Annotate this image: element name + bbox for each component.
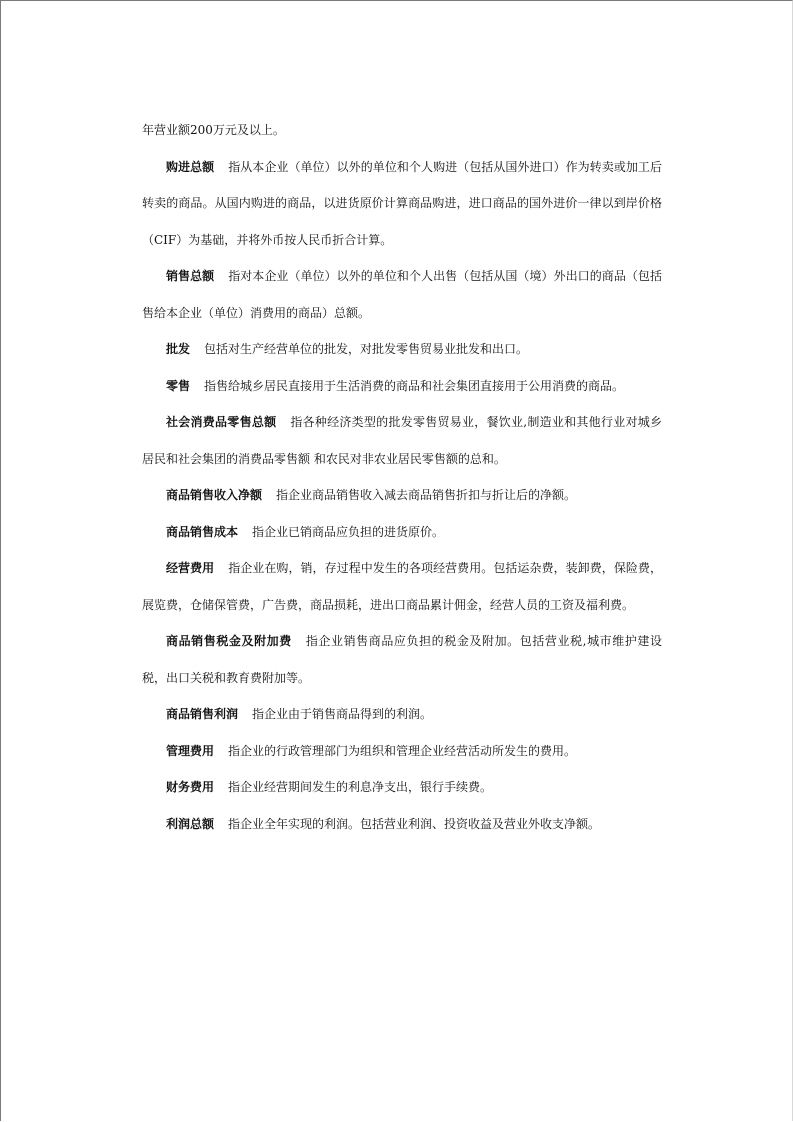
definition-retail [142,368,662,405]
definition-text: 指企业经营期间发生的利息净支出，银行手续费。 [228,780,493,794]
term-label: 商品销售税金及附加费 [166,634,292,648]
definition-text: 指企业全年实现的利润。包括营业利润、投资收益及营业外收支净额。 [228,816,601,831]
definition-text: 指各种经济类型的批发零售贸易业，餐饮业,制造业和其他行业对城乡居民和社会集团的消费品零售额 和农民对非农业居民零售额的总和。 [142,415,662,466]
definition-wholesale [142,331,662,368]
term-label: 零售 [166,378,191,393]
definition-purchase-total [142,149,662,259]
definition-management-expenses [142,733,662,770]
definition-total-profit [142,806,662,843]
definition-text: 指企业在购，销，存过程中发生的各项经营费用。包括运杂费，装卸费，保险费，展览费，仓储保管费，广告费，商品损耗，进出口商品累计佣金，经营人员的工资及福利费。 [142,561,662,612]
definition-sales-profit [142,696,662,733]
definition-text: 指企业已销商品应负担的进货原价。 [252,524,445,539]
definition-text: 包括对生产经营单位的批发，对批发零售贸易业批发和出口。 [204,342,529,356]
term-label: 商品销售利润 [166,707,239,721]
paragraph-continuation [142,112,662,149]
term-label: 利润总额 [166,816,215,831]
term-label: 社会消费品零售总额 [166,415,277,429]
definition-sales-tax [142,623,662,696]
definition-sales-total [142,258,662,331]
term-label: 经营费用 [166,561,215,575]
document-body [142,112,662,842]
term-label: 批发 [166,342,191,356]
term-label: 管理费用 [166,743,215,758]
definition-sales-cost [142,514,662,551]
definition-text: 指企业由于销售商品得到的利润。 [252,707,433,721]
definition-text: 指企业销售商品应负担的税金及附加。包括营业税,城市维护建设税，出口关税和教育费附加等。 [142,634,662,685]
definition-operating-expenses [142,550,662,623]
term-label: 商品销售收入净额 [166,488,263,502]
definition-social-retail-total [142,404,662,477]
definition-net-sales-income [142,477,662,514]
definition-financial-expenses [142,769,662,806]
term-label: 财务费用 [166,780,215,794]
term-label: 商品销售成本 [166,524,239,539]
definition-text: 指售给城乡居民直接用于生活消费的商品和社会集团直接用于公用消费的商品。 [204,378,625,393]
term-label: 销售总额 [166,269,215,283]
definition-text: 指企业商品销售收入减去商品销售折扣与折让后的净额。 [276,488,577,502]
paragraph-text: 年营业额200万元及以上。 [142,123,285,137]
definition-text: 指对本企业（单位）以外的单位和个人出售（包括从国（境）外出口的商品（包括售给本企业（单位）消费用的商品）总额。 [142,269,662,320]
definition-text: 指从本企业（单位）以外的单位和个人购进（包括从国外进口）作为转卖或加工后转卖的商品。从国内购进的商品，以进货原价计算商品购进，进口商品的国外进价一律以到岸价格（CIF）为基础，并将外币按人民币折合计算。 [142,159,662,247]
term-label: 购进总额 [166,159,215,174]
definition-text: 指企业的行政管理部门为组织和管理企业经营活动所发生的费用。 [228,743,577,758]
